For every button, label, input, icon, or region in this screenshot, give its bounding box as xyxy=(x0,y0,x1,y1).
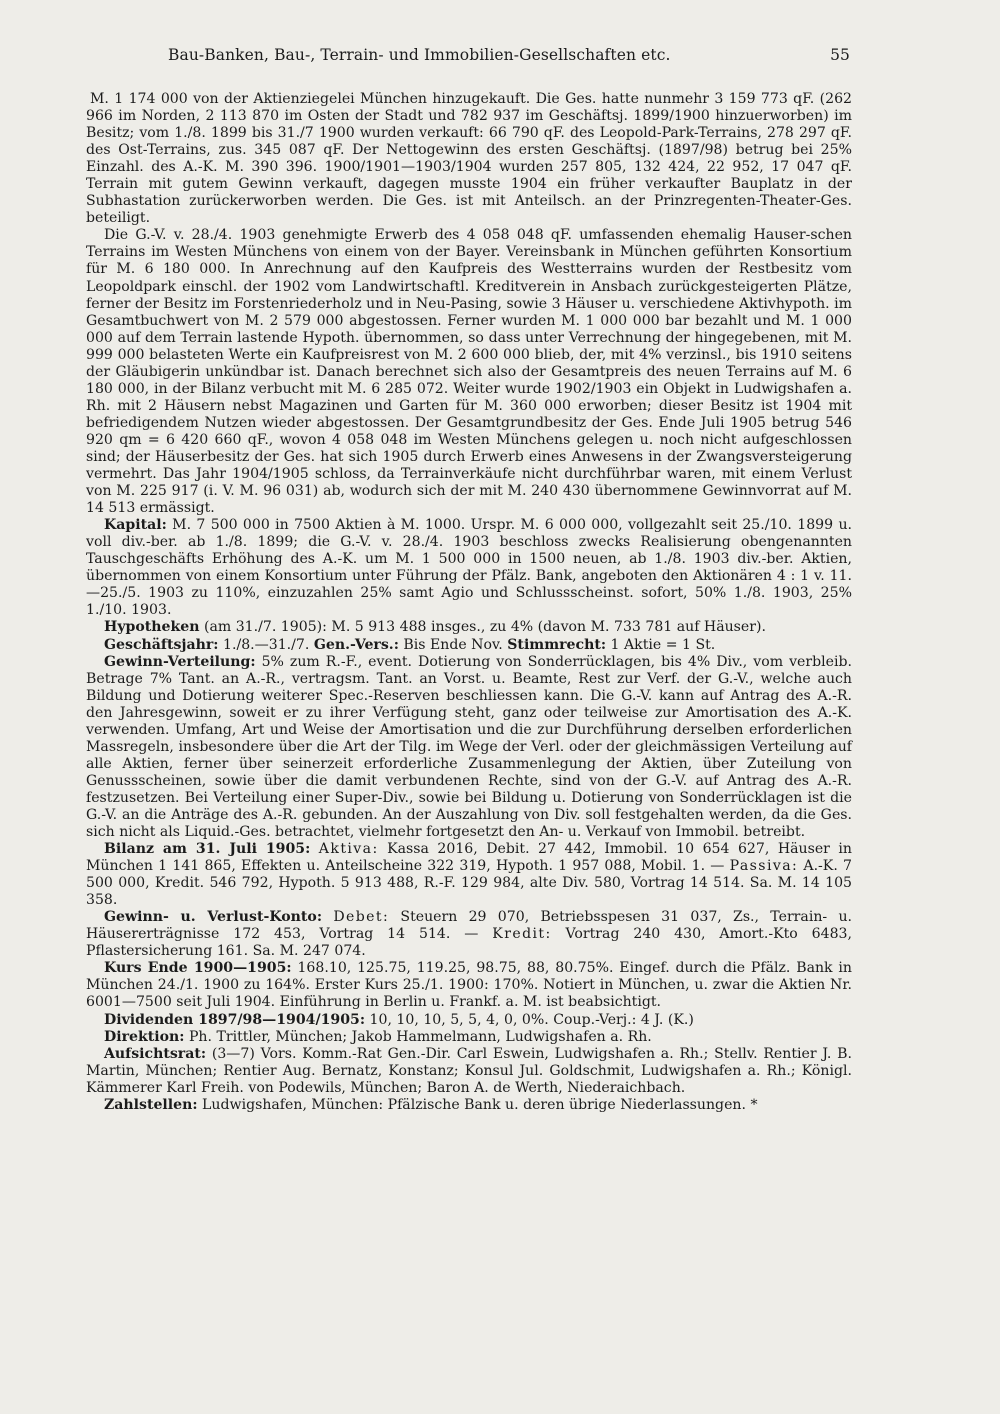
section-geschaeftsjahr: Geschäftsjahr: 1./8.—31./7. Gen.-Vers.: Bis Ende Nov. Stimmrecht: 1 Aktie = 1 St. xyxy=(104,636,716,653)
label-zahlstellen: Zahlstellen: xyxy=(104,1096,198,1113)
section-gewinn-verlust-konto: Gewinn- u. Verlust-Konto: Debet: Steuern 29 070, Betriebsspesen 31 037, Zs., Terrain- u. Häusererträgnisse 172 453, Vortrag 14 514. — Kredit: Vortrag 240 430, Amort.-Kto 6483, Pflastersicherung 161. Sa. M. 247 074. xyxy=(86,909,853,960)
label-hypotheken: Hypotheken xyxy=(104,619,200,636)
label-direktion: Direktion: xyxy=(104,1028,185,1045)
section-zahlstellen: Zahlstellen: Ludwigshafen, München: Pfälzische Bank u. deren übrige Niederlassungen. * xyxy=(104,1096,758,1113)
footnote-asterisk: * xyxy=(750,1096,758,1113)
label-bilanz: Bilanz am 31. Juli 1905: xyxy=(104,841,311,858)
label-gewinn-verlust-konto: Gewinn- u. Verlust-Konto: xyxy=(104,909,323,926)
label-kurs: Kurs Ende 1900—1905: xyxy=(104,960,292,977)
paragraph-westterrain-purchase: Die G.-V. v. 28./4. 1903 genehmigte Erwerb des 4 058 048 qF. umfassenden ehemalig Hauser-schen Terrains im Westen Münchens von einem von der Bayer. Vereinsbank in München geführten Konsortium für M. 6 180 000. In Anrechnung auf den Kaufpreis des Westterrains wurden der Restbesitz vom Leopoldpark einschl. der 1902 vom Landwirtschaftl. Kreditverein in Ansbach zurückgesteigerten Plätze, ferner der Besitz im Forstenriederholz und in Neu-Pasing, sowie 3 Häuser u. verschiedene Aktivhypoth. im Gesamtbuchwert von M. 2 579 000 abgestossen. Ferner wurden M. 1 000 000 bar bezahlt und M. 1 000 000 auf dem Terrain lastende Hypoth. übernommen, so dass unter Verrechnung der hingegebenen, mit M. 999 000 belasteten Werte ein Kaufpreisrest von M. 2 600 000 blieb, der, mit 4% verzinsl., bis 1910 seitens der Gläubigerin unkündbar ist. Danach berechnet sich also der Gesamtpreis des neuen Terrains auf M. 6 180 000, in der Bilanz verbucht mit M. 6 285 072. Weiter wurde 1902/1903 ein Objekt in Ludwigshafen a. Rh. mit 2 Häusern nebst Magazinen und Garten für M. 360 000 erworben; dieser Besitz ist 1904 mit befriedigendem Nutzen wieder abgestossen. Der Gesamtgrundbesitz der Ges. Ende Juli 1905 betrug 546 920 qm = 6 420 660 qF., wovon 4 058 048 im Westen Münchens gelegen u. noch nicht aufgeschlossen sind; der Häuserbesitz der Ges. hat sich 1905 durch Erwerb eines Anwesens in der Zwangsversteigerung vermehrt. Das Jahr 1904/1905 schloss, da Terrainverkäufe nicht durchführbar waren, mit einem Verlust von M. 225 917 (i. V. M. 96 031) ab, wodurch sich der mit M. 240 430 übernommene Gewinnvorrat auf M. 14 513 ermässigt. xyxy=(86,227,852,517)
label-geschaeftsjahr: Geschäftsjahr: xyxy=(104,636,219,653)
section-hypotheken: Hypotheken (am 31./7. 1905): M. 5 913 488 insges., zu 4% (davon M. 733 781 auf Häuser). xyxy=(104,619,766,636)
paragraph-property-history: M. 1 174 000 von der Aktienziegelei München hinzugekauft. Die Ges. hatte nunmehr 3 159 773 qF. (262 966 im Norden, 2 113 870 im Osten der Stadt und 782 937 im Geschäftsj. 1899/1900 hinzuerworben) im Besitz; vom 1./8. 1899 bis 31./7 1900 wurden verkauft: 66 790 qF. des Leopold-Park-Terrains, 278 297 qF. des Ost-Terrains, zus. 345 087 qF. Der Nettogewinn des ersten Geschäftsj. (1897/98) betrug bei 25% Einzahl. des A.-K. M. 390 396. 1900/1901—1903/1904 wurden 257 805, 132 424, 22 952, 17 047 qF. Terrain mit gutem Gewinn verkauft, dagegen musste 1904 ein früher verkaufter Bauplatz in der Subhastation zurückerworben werden. Die Ges. ist mit Anteilsch. an der Prinzregenten-Theater-Ges. beteiligt. xyxy=(86,91,852,227)
header-title: Bau-Banken, Bau-, Terrain- und Immobilien-Gesellschaften etc. xyxy=(168,46,671,64)
label-debet: Debet: xyxy=(333,909,390,926)
label-passiva: Passiva: xyxy=(729,858,799,875)
section-kapital: Kapital: M. 7 500 000 in 7500 Aktien à M. 1000. Urspr. M. 6 000 000, vollgezahlt seit 25./10. 1899 u. voll div.-ber. ab 1./8. 1899; die G.-V. v. 28./4. 1903 beschloss zwecks Realisierung obengenannten Tauschgeschäfts Erhöhung des A.-K. um M. 1 500 000 in 1500 neuen, ab 1./8. 1903 div.-ber. Aktien, übernommen von einem Konsortium unter Führung der Pfälz. Bank, angeboten den Aktionären 4 : 1 v. 11.—25./5. 1903 zu 110%, einzuzahlen 25% samt Agio und Schlussscheinst. sofort, 50% 1./8. 1903, 25% 1./10. 1903. xyxy=(86,517,853,619)
section-gewinn-verteilung: Gewinn-Verteilung: 5% zum R.-F., event. Dotierung von Sonderrücklagen, bis 4% Div., vom verbleib. Betrage 7% Tant. an A.-R., vertragsm. Tant. an Vorst. u. Beamte, Rest zur Verf. der G.-V., welche auch Bildung und Dotierung weiterer Spec.-Reserven beschliessen kann. Die G.-V. kann auf Antrag des A.-R. den Jahresgewinn, soweit er zu ihrer Verfügung steht, ganz oder teilweise zur Amortisation des A.-K. verwenden. Umfang, Art und Weise der Amortisation und die zur Durchführung derselben erforderlichen Massregeln, insbesondere über die Art der Tilg. im Wege der Verl. oder der gleichmässigen Verteilung auf alle Aktien, ferner über seinerzeit erforderliche Zusammenlegung der Aktien, über Zuteilung von Genussscheinen, sowie über die damit verbundenen Rechte, sind von der G.-V. auf Antrag des A.-R. festzusetzen. Bei Verteilung einer Super-Div., sowie bei Bildung u. Dotierung von Sonderrücklagen ist die G.-V. an die Anträge des A.-R. gebunden. An der Auszahlung von Div. soll festgehalten werden, da die Ges. sich nicht als Liquid.-Ges. betrachtet, vielmehr fortgesetzt den An- u. Verkauf von Immobil. betreibt. xyxy=(86,653,852,841)
section-kurs: Kurs Ende 1900—1905: 168.10, 125.75, 119.25, 98.75, 88, 80.75%. Eingef. durch die Pfälz. Bank in München 24./1. 1900 zu 164%. Erster Kurs 25./1. 1900: 170%. Notiert in München, u. zwar die Aktien Nr. 6001—7500 seit Juli 1904. Einführung in Berlin u. Frankf. a. M. ist beabsichtigt. xyxy=(86,960,853,1011)
section-direktion: Direktion: Ph. Trittler, München; Jakob Hammelmann, Ludwigshafen a. Rh. xyxy=(104,1028,652,1045)
document-body xyxy=(86,91,852,1114)
running-header xyxy=(168,46,850,64)
label-aufsichtsrat: Aufsichtsrat: xyxy=(104,1045,207,1062)
label-stimmrecht: Stimmrecht: xyxy=(507,636,607,653)
label-kredit: Kredit: xyxy=(492,926,552,943)
label-dividenden: Dividenden 1897/98—1904/1905: xyxy=(104,1011,366,1028)
section-bilanz: Bilanz am 31. Juli 1905: Aktiva: Kassa 2016, Debit. 27 442, Immobil. 10 654 627, Häuser in München 1 141 865, Effekten u. Anteilscheine 322 319, Hypoth. 1 957 088, Mobil. 1. — Passiva: A.-K. 7 500 000, Kredit. 546 792, Hypoth. 5 913 488, R.-F. 129 984, alte Div. 580, Vortrag 14 514. Sa. M. 14 105 358. xyxy=(86,841,852,909)
page-number: 55 xyxy=(830,46,850,64)
label-kapital: Kapital: xyxy=(104,517,167,534)
label-gewinn-verteilung: Gewinn-Verteilung: xyxy=(104,653,256,670)
section-dividenden: Dividenden 1897/98—1904/1905: 10, 10, 10, 5, 5, 4, 0, 0%. Coup.-Verj.: 4 J. (K.) xyxy=(104,1011,694,1028)
section-aufsichtsrat: Aufsichtsrat: (3—7) Vors. Komm.-Rat Gen.-Dir. Carl Eswein, Ludwigshafen a. Rh.; Stellv. Rentier J. B. Martin, München; Rentier Aug. Bernatz, Konstanz; Konsul Jul. Goldschmit, Ludwigshafen a. Rh.; Königl. Kämmerer Karl Freih. von Podewils, München; Baron A. de Werth, Niederaichbach. xyxy=(86,1045,852,1096)
label-aktiva: Aktiva: xyxy=(318,841,379,858)
label-gen-vers: Gen.-Vers.: xyxy=(313,636,399,653)
